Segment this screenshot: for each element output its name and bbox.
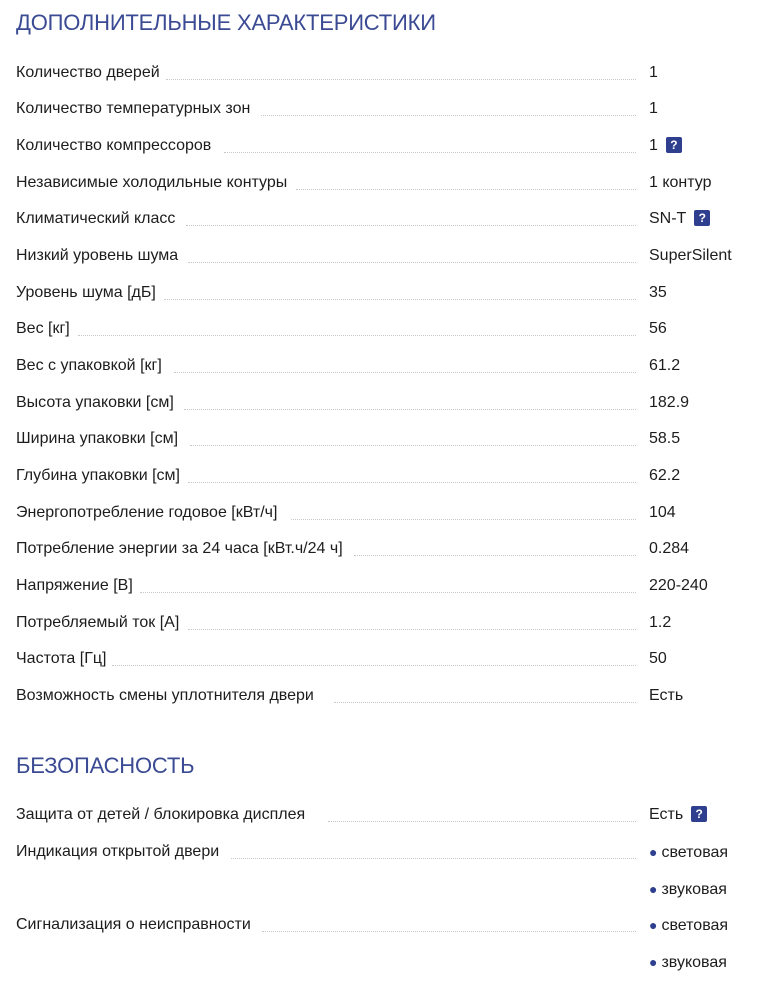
spec-value: Есть xyxy=(649,687,684,704)
dotted-leader xyxy=(140,592,636,593)
dotted-leader xyxy=(328,821,636,822)
dotted-leader xyxy=(188,482,636,483)
spec-value: Есть xyxy=(649,806,684,823)
dotted-leader xyxy=(224,152,636,153)
bullet-icon: ● xyxy=(649,954,658,970)
dotted-leader xyxy=(291,519,636,520)
bullet-icon: ● xyxy=(649,917,658,933)
spec-value: 50 xyxy=(649,650,667,667)
dotted-leader xyxy=(231,858,636,859)
dotted-leader xyxy=(164,299,636,300)
spec-row-doors xyxy=(16,63,761,87)
spec-label: Глубина упаковки [см] xyxy=(16,466,184,486)
dotted-leader xyxy=(190,445,636,446)
spec-label: Возможность смены уплотнителя двери xyxy=(16,686,318,706)
dotted-leader xyxy=(112,665,636,666)
spec-value: 56 xyxy=(649,320,667,337)
spec-value: 58.5 xyxy=(649,430,681,447)
spec-row-daily-energy xyxy=(16,539,761,563)
spec-value-list-item xyxy=(649,879,727,900)
spec-label: Индикация открытой двери xyxy=(16,842,223,862)
section-title-safety: БЕЗОПАСНОСТЬ xyxy=(16,753,195,778)
spec-row-climate-class xyxy=(16,209,761,233)
spec-label: Ширина упаковки [см] xyxy=(16,429,182,449)
spec-value: 1 контур xyxy=(649,174,712,191)
spec-row-temp-zones xyxy=(16,99,761,123)
spec-label: Количество температурных зон xyxy=(16,99,254,119)
bullet-icon: ● xyxy=(649,881,658,897)
spec-value: 62.2 xyxy=(649,467,681,484)
spec-label: Сигнализация о неисправности xyxy=(16,915,255,935)
spec-label: Независимые холодильные контуры xyxy=(16,173,291,193)
help-icon[interactable]: ? xyxy=(694,210,710,226)
spec-value: звуковая xyxy=(661,954,727,971)
spec-label: Вес [кг] xyxy=(16,319,74,339)
dotted-leader xyxy=(334,702,636,703)
spec-value: световая xyxy=(661,917,729,934)
spec-value: 1 xyxy=(649,100,658,117)
section-title-additional: ДОПОЛНИТЕЛЬНЫЕ ХАРАКТЕРИСТИКИ xyxy=(16,10,436,35)
spec-row-package-depth xyxy=(16,466,761,490)
spec-row-door-open-indication xyxy=(16,842,761,866)
spec-value: 220-240 xyxy=(649,577,708,594)
spec-value-wrap xyxy=(649,805,707,825)
spec-row-package-width xyxy=(16,429,761,453)
spec-row-continuation xyxy=(16,879,761,903)
spec-label: Напряжение [В] xyxy=(16,576,137,596)
spec-label: Энергопотребление годовое [кВт/ч] xyxy=(16,503,281,523)
spec-row-continuation xyxy=(16,952,761,976)
dotted-leader xyxy=(261,115,636,116)
spec-row-weight-packed xyxy=(16,356,761,380)
spec-label: Количество компрессоров xyxy=(16,136,215,156)
spec-value: SN-T xyxy=(649,210,687,227)
spec-value-wrap xyxy=(649,209,710,229)
spec-value: световая xyxy=(661,844,729,861)
dotted-leader xyxy=(188,262,636,263)
spec-value: 35 xyxy=(649,284,667,301)
dotted-leader xyxy=(184,409,636,410)
spec-label: Частота [Гц] xyxy=(16,649,110,669)
spec-value: 1 xyxy=(649,137,658,154)
help-icon[interactable]: ? xyxy=(691,806,707,822)
spec-row-child-lock xyxy=(16,805,761,829)
dotted-leader xyxy=(166,79,636,80)
spec-row-current xyxy=(16,613,761,637)
spec-row-noise-level xyxy=(16,283,761,307)
spec-label: Высота упаковки [см] xyxy=(16,393,178,413)
spec-value: 1 xyxy=(649,64,658,81)
spec-label: Низкий уровень шума xyxy=(16,246,182,266)
spec-row-frequency xyxy=(16,649,761,673)
spec-label: Климатический класс xyxy=(16,209,179,229)
spec-value: звуковая xyxy=(661,881,727,898)
spec-row-malfunction-alarm xyxy=(16,915,761,939)
help-icon[interactable]: ? xyxy=(666,137,682,153)
spec-row-cooling-circuits xyxy=(16,173,761,197)
spec-label: Потребляемый ток [А] xyxy=(16,613,183,633)
spec-label: Уровень шума [дБ] xyxy=(16,283,160,303)
spec-value-wrap xyxy=(649,136,682,156)
spec-value: 104 xyxy=(649,504,676,521)
spec-row-door-seal xyxy=(16,686,761,710)
dotted-leader xyxy=(174,372,636,373)
spec-label: Количество дверей xyxy=(16,63,164,83)
dotted-leader xyxy=(188,629,636,630)
spec-row-compressors xyxy=(16,136,761,160)
bullet-icon: ● xyxy=(649,844,658,860)
spec-label: Вес с упаковкой [кг] xyxy=(16,356,166,376)
spec-value-list-item xyxy=(649,842,728,863)
spec-row-package-height xyxy=(16,393,761,417)
dotted-leader xyxy=(186,225,636,226)
spec-value-list-item xyxy=(649,915,728,936)
spec-value: SuperSilent xyxy=(649,247,732,264)
spec-value: 182.9 xyxy=(649,394,690,411)
spec-row-voltage xyxy=(16,576,761,600)
spec-value: 0.284 xyxy=(649,540,690,557)
spec-row-low-noise xyxy=(16,246,761,270)
dotted-leader xyxy=(354,555,636,556)
spec-value: 1.2 xyxy=(649,614,672,631)
dotted-leader xyxy=(262,931,636,932)
dotted-leader xyxy=(296,189,636,190)
spec-row-weight xyxy=(16,319,761,343)
spec-label: Потребление энергии за 24 часа [кВт.ч/24 ч] xyxy=(16,539,347,559)
spec-label: Защита от детей / блокировка дисплея xyxy=(16,805,309,825)
spec-value-list-item xyxy=(649,952,727,973)
spec-value: 61.2 xyxy=(649,357,681,374)
dotted-leader xyxy=(78,335,636,336)
spec-row-annual-energy xyxy=(16,503,761,527)
